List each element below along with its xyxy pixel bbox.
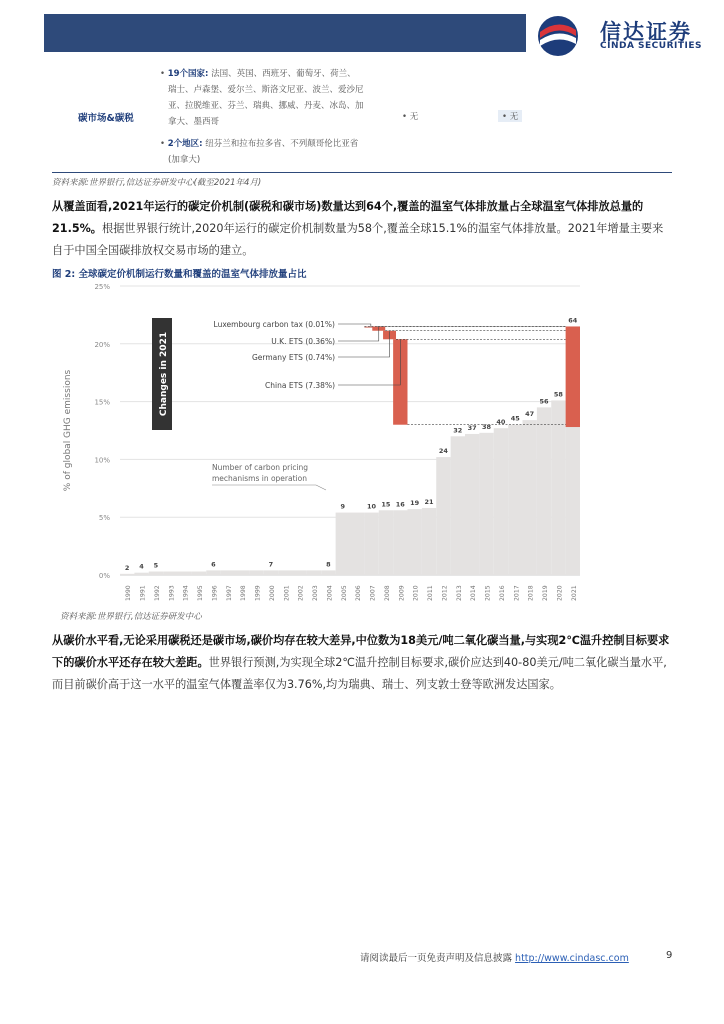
coverage-bar: [293, 570, 307, 575]
bullet-countries-line2: 瑞士、卢森堡、爱尔兰、斯洛文尼亚、波兰、爱沙尼: [168, 85, 364, 95]
table-row-header: 碳市场&碳税: [78, 113, 134, 124]
x-tick-label: 1996: [211, 585, 219, 601]
x-tick-label: 1997: [225, 585, 233, 601]
coverage-bar: [436, 457, 450, 575]
x-tick-label: 2008: [383, 585, 391, 601]
mechanism-count-label: 56: [539, 397, 549, 406]
mechanism-count-label: 58: [553, 390, 563, 399]
mechanism-count-label: 24: [438, 447, 448, 456]
paragraph-price-text: 世界银行预测,为实现全球2℃温升控制目标要求,碳价应达到40-80美元/吨二氧化碳当量水平,而目前碳价高于这一水平的温室气体覆盖率仅为3.76%,均为瑞典、瑞士、列支敦士登等欧洲发达国家。: [52, 656, 667, 691]
changes-in-2021-title: Changes in 2021: [159, 331, 169, 417]
coverage-bar: [206, 570, 220, 575]
coverage-bar: [178, 572, 192, 575]
coverage-bar: [451, 436, 465, 575]
coverage-bar: [321, 570, 335, 575]
x-tick-label: 2012: [441, 585, 449, 601]
coverage-bar: [479, 433, 493, 575]
coverage-bar: [192, 572, 206, 575]
y-tick-label: 0%: [98, 572, 110, 580]
x-tick-label: 2018: [527, 585, 535, 601]
coverage-bar: [408, 509, 422, 575]
table-cell-none-2: • 无: [498, 110, 522, 122]
x-tick-label: 1993: [168, 585, 176, 601]
coverage-bar: [523, 420, 537, 575]
coverage-bar: [149, 572, 163, 575]
paragraph-coverage: [52, 196, 672, 262]
mechanism-count-label: 45: [510, 414, 520, 423]
leader-line: [338, 340, 400, 385]
y-tick-label: 25%: [94, 283, 110, 291]
x-tick-label: 2006: [355, 585, 363, 601]
x-tick-label: 1995: [197, 585, 205, 601]
mechanism-count-label: 10: [367, 502, 377, 511]
bullet-regions-line2: (加拿大): [168, 155, 201, 165]
coverage-bar: [249, 570, 263, 575]
mechanism-count-label: 9: [340, 502, 346, 511]
change-label: China ETS (7.38%): [265, 381, 335, 390]
coverage-bar: [350, 513, 364, 575]
coverage-bar: [393, 510, 407, 575]
x-tick-label: 2005: [340, 585, 348, 601]
mechanism-count-label: 19: [410, 499, 420, 508]
mechanism-count-label: 5: [153, 561, 159, 570]
coverage-bar: [379, 510, 393, 575]
coverage-bar: [307, 570, 321, 575]
x-tick-label: 2016: [498, 585, 506, 601]
coverage-bar: [465, 434, 479, 575]
bullet-countries-line3: 亚、拉脱维亚、芬兰、瑞典、挪威、丹麦、冰岛、加: [168, 101, 364, 111]
y-tick-label: 5%: [98, 514, 110, 523]
change-label: U.K. ETS (0.36%): [271, 337, 335, 346]
coverage-bar: [422, 508, 436, 575]
x-tick-label: 2020: [556, 585, 564, 601]
coverage-bar: [278, 570, 292, 575]
x-tick-label: 2019: [542, 585, 550, 601]
mechanism-annotation-pointer: [316, 485, 326, 490]
footer-website-link[interactable]: http://www.cindasc.com: [515, 953, 629, 964]
mechanism-count-label: 8: [326, 560, 331, 569]
coverage-bar: [336, 513, 350, 575]
carbon-pricing-table: [52, 62, 672, 173]
coverage-bar: [264, 570, 278, 575]
mechanism-count-label: 40: [496, 418, 506, 427]
change-label: Germany ETS (0.74%): [252, 353, 335, 362]
table-bullet-regions: • 2个地区: 纽芬兰和拉布拉多省、不列颠哥伦比亚省 (加拿大): [160, 136, 450, 168]
x-tick-label: 2002: [297, 585, 305, 601]
x-tick-label: 2007: [369, 585, 377, 601]
y-tick-label: 15%: [94, 398, 110, 407]
y-tick-label: 10%: [94, 456, 110, 465]
x-tick-label: 1992: [153, 585, 161, 601]
x-tick-label: 2000: [268, 585, 276, 601]
mechanism-count-label: 16: [395, 500, 405, 509]
coverage-bar: [163, 572, 177, 575]
logo-english-name: CINDA SECURITIES: [600, 41, 702, 51]
paragraph-coverage-bold: 从覆盖面看,2021年运行的碳定价机制(碳税和碳市场)数量达到64个,覆盖的温室气体排放量占全球温室气体排放总量的21.5%。: [52, 200, 644, 235]
paragraph-price-bold: 从碳价水平看,无论采用碳税还是碳市场,碳价均存在较大差异,中位数为18美元/吨二氧化碳当量,与实现2℃温升控制目标要求下的碳价水平还存在较大差距。: [52, 634, 670, 669]
paragraph-price-level: [52, 630, 672, 696]
coverage-bar: [537, 407, 551, 575]
ghg-coverage-chart: [52, 278, 672, 608]
x-tick-label: 2014: [470, 585, 478, 601]
x-tick-label: 2011: [427, 585, 435, 601]
mechanism-count-label: 4: [139, 562, 144, 571]
bullet-regions-label: 2个地区:: [167, 139, 203, 149]
coverage-bar: [120, 574, 134, 575]
source-note-chart: 资料来源:世界银行,信达证券研发中心: [60, 612, 202, 622]
mechanism-annotation-line2: mechanisms in operation: [212, 474, 307, 483]
coverage-bar: [566, 427, 580, 575]
x-tick-label: 1998: [240, 585, 248, 601]
mechanism-count-label: 15: [381, 500, 391, 509]
y-tick-label: 20%: [94, 340, 110, 349]
footer-disclaimer: [360, 950, 629, 964]
bullet-countries-label: 19个国家:: [167, 69, 209, 79]
x-tick-label: 2001: [283, 585, 291, 601]
x-tick-label: 1994: [182, 585, 190, 601]
table-bullet-countries: • 19个国家: 法国、英国、西班牙、葡萄牙、荷兰、 瑞士、卢森堡、爱尔兰、斯洛文尼亚、波兰、爱沙尼 亚、拉脱维亚、芬兰、瑞典、挪威、丹麦、冰岛、加 拿大、墨西哥: [160, 66, 450, 130]
page-number: 9: [666, 950, 673, 961]
x-tick-label: 2003: [312, 585, 320, 601]
x-tick-label: 2004: [326, 585, 334, 601]
mechanism-count-label: 21: [424, 497, 434, 506]
coverage-bar: [494, 428, 508, 575]
coverage-bar: [235, 570, 249, 575]
header-bar: [44, 14, 526, 52]
source-note-table: 资料来源:世界银行,信达证券研发中心(截至2021年4月): [52, 178, 262, 188]
logo-chinese-name: 信达证券: [600, 20, 692, 44]
footer-disclaimer-text: 请阅读最后一页免责声明及信息披露: [360, 953, 513, 964]
y-axis-title: % of global GHG emissions: [63, 369, 73, 492]
mechanism-count-label: 6: [211, 560, 216, 569]
coverage-bar: [551, 400, 565, 575]
x-tick-label: 2021: [570, 585, 578, 601]
x-tick-label: 1999: [254, 585, 262, 601]
change-label: Luxembourg carbon tax (0.01%): [213, 320, 335, 329]
x-tick-label: 2015: [484, 585, 492, 601]
bullet-countries-line1: 法国、英国、西班牙、葡萄牙、荷兰、: [211, 69, 356, 79]
x-tick-label: 2013: [455, 585, 463, 601]
mechanism-count-label: 47: [525, 410, 535, 419]
mechanism-count-label: 32: [453, 426, 463, 435]
mechanism-annotation-line1: Number of carbon pricing: [212, 463, 309, 472]
mechanism-count-label: 2: [124, 563, 130, 572]
mechanism-count-label: 64: [568, 316, 578, 325]
mechanism-count-label: 37: [467, 423, 477, 432]
paragraph-coverage-text: 根据世界银行统计,2020年运行的碳定价机制数量为58个,覆盖全球15.1%的温室气体排放量。2021年增量主要来自于中国全国碳排放权交易市场的建立。: [52, 222, 664, 257]
x-tick-label: 1991: [139, 585, 147, 601]
x-tick-label: 1990: [125, 585, 133, 601]
mechanism-count-label: 38: [482, 422, 492, 431]
coverage-bar: [134, 573, 148, 575]
bar-2021-total: [566, 326, 580, 427]
bullet-regions-line1: 纽芬兰和拉布拉多省、不列颠哥伦比亚省: [205, 139, 359, 149]
figure-title: 图 2: 全球碳定价机制运行数量和覆盖的温室气体排放量占比: [52, 269, 307, 280]
table-cell-none-1: • 无: [402, 112, 419, 122]
coverage-bar: [508, 425, 522, 575]
x-tick-label: 2010: [412, 585, 420, 601]
coverage-bar: [221, 570, 235, 575]
bullet-countries-line4: 拿大、墨西哥: [168, 117, 220, 127]
x-tick-label: 2017: [513, 585, 521, 601]
mechanism-count-label: 7: [268, 560, 274, 569]
coverage-bar: [364, 513, 378, 575]
x-tick-label: 2009: [398, 585, 406, 601]
